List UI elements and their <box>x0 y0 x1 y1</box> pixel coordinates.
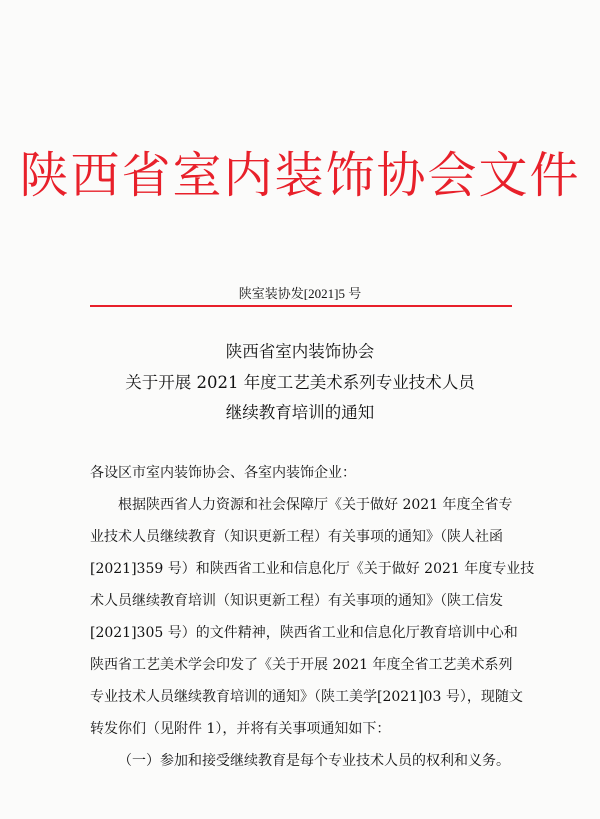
salutation: 各设区市室内装饰协会、各室内装饰企业： <box>90 465 356 481</box>
numbered-item-1: （一）参加和接受继续教育是每个专业技术人员的权利和义务。 <box>118 753 510 769</box>
body-line: 转发你们（见附件 1），并将有关事项通知如下： <box>90 721 391 737</box>
title-line-1: 陕西省室内装饰协会 <box>225 342 375 361</box>
title-line-3: 继续教育培训的通知 <box>225 403 375 422</box>
body-line: 术人员继续教育培训（知识更新工程）有关事项的通知》（陕工信发 <box>90 593 503 609</box>
body-line: 陕西省工艺美术学会印发了《关于开展 2021 年度全省工艺美术系列 <box>90 657 513 673</box>
title-line-2: 关于开展 2021 年度工艺美术系列专业技术人员 <box>125 373 475 392</box>
document-masthead: 陕西省室内装饰协会文件 <box>19 147 581 204</box>
document-number: 陕室装协发[2021]5 号 <box>238 286 362 301</box>
body-line: [2021]305 号）的文件精神，陕西省工业和信息化厅教育培训中心和 <box>90 625 518 641</box>
body-line: 根据陕西省人力资源和社会保障厅《关于做好 2021 年度全省专 <box>118 497 513 513</box>
body-line: [2021]359 号）和陕西省工业和信息化厅《关于做好 2021 年度专业技 <box>90 561 535 577</box>
red-divider <box>90 305 512 307</box>
body-line: 专业技术人员继续教育培训的通知》（陕工美学[2021]03 号），现随文 <box>90 689 523 705</box>
body-line: 业技术人员继续教育（知识更新工程）有关事项的通知》（陕人社函 <box>90 529 503 545</box>
